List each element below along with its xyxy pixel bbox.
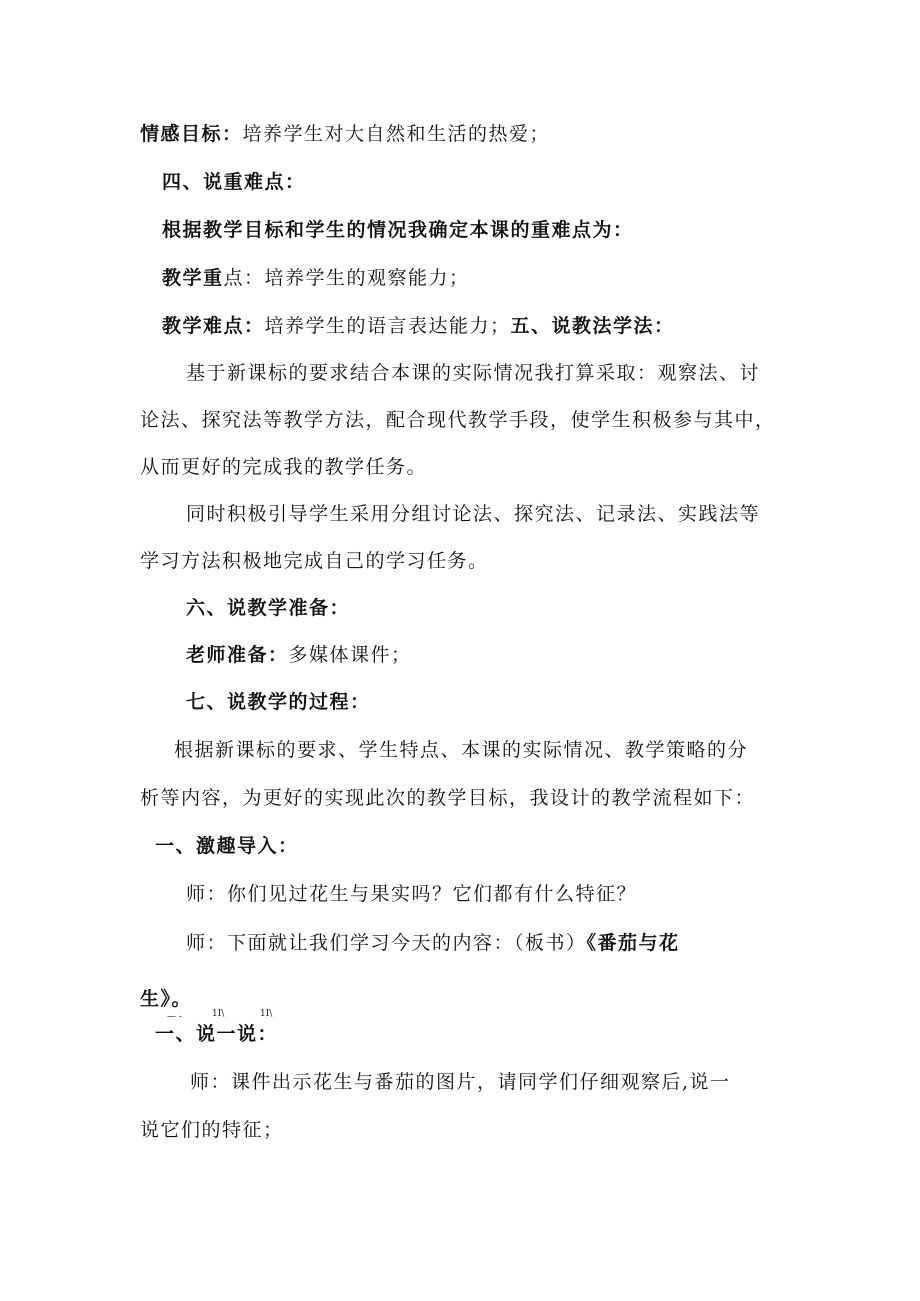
key-points-intro: 根据教学目标和学生的情况我确定本课的重难点为：: [162, 219, 634, 241]
teaching-focus-label: 教学重: [162, 267, 224, 289]
process-paragraph-line-1: 根据新课标的要求、学生特点、本课的实际情况、教学策略的分: [174, 739, 749, 761]
stray-mark-1: — -: [167, 1012, 182, 1022]
methods-paragraph-line-2: 论法、探究法等教学方法，配合现代教学手段，使学生积极参与其中，: [140, 409, 776, 431]
section-seven-heading: 七、说教学的过程：: [186, 691, 371, 713]
learning-methods-line-2: 学习方法积极地完成自己的学习任务。: [140, 550, 489, 572]
lesson-title-part-1: 《番茄与花: [586, 932, 680, 954]
activity-instruction-line-2: 说它们的特征；: [140, 1119, 284, 1141]
teacher-preparation-label: 老师准备：: [186, 644, 289, 666]
teaching-difficulty-line: [162, 313, 675, 339]
teacher-question-line: 师：你们见过花生与果实吗？它们都有什么特征？: [186, 883, 638, 905]
teacher-preparation-text: 多媒体课件；: [288, 644, 412, 666]
teaching-difficulty-label: 教学难点：: [162, 315, 265, 337]
teaching-difficulty-text: 培养学生的语言表达能力；: [264, 315, 511, 337]
methods-paragraph-line-1: 基于新课标的要求结合本课的实际情况我打算采取：观察法、讨: [186, 362, 761, 384]
step-say-heading-line: [155, 1009, 279, 1047]
section-five-heading: 五、说教法学法：: [510, 315, 675, 337]
emotional-goal-label: 情感目标：: [140, 123, 243, 145]
teaching-focus-line: [162, 265, 470, 291]
methods-paragraph-line-3: 从而更好的完成我的教学任务。: [140, 456, 428, 478]
emotional-goal-text: 培养学生对大自然和生活的热爱；: [242, 123, 551, 145]
learning-methods-line-1: 同时积极引导学生采用分组讨论法、探究法、记录法、实践法等: [186, 503, 761, 525]
stray-mark-2: 1I\: [212, 1009, 225, 1019]
stray-mark-3: 1I\: [260, 1009, 273, 1019]
step-say-heading: 一、说一说：: [155, 1023, 279, 1045]
step-one-heading: 一、激趣导入：: [155, 835, 299, 857]
section-six-heading: 六、说教学准备：: [186, 597, 351, 619]
section-four-heading: 四、说重难点：: [162, 171, 306, 193]
activity-instruction-line-1: 师：课件出示花生与番茄的图片，请同学们仔细观察后,说一: [190, 1071, 731, 1093]
lesson-title-part-2: 生》。: [140, 988, 193, 1010]
teaching-focus-text: 点：培养学生的观察能力；: [223, 267, 470, 289]
teacher-intro-line: [186, 930, 680, 956]
teacher-intro-text: 师：下面就让我们学习今天的内容：（板书）: [186, 932, 587, 954]
emotional-goal-line: [140, 121, 550, 147]
process-paragraph-line-2: 析等内容，为更好的实现此次的教学目标，我设计的教学流程如下：: [140, 787, 756, 809]
teacher-preparation-line: [186, 642, 412, 668]
